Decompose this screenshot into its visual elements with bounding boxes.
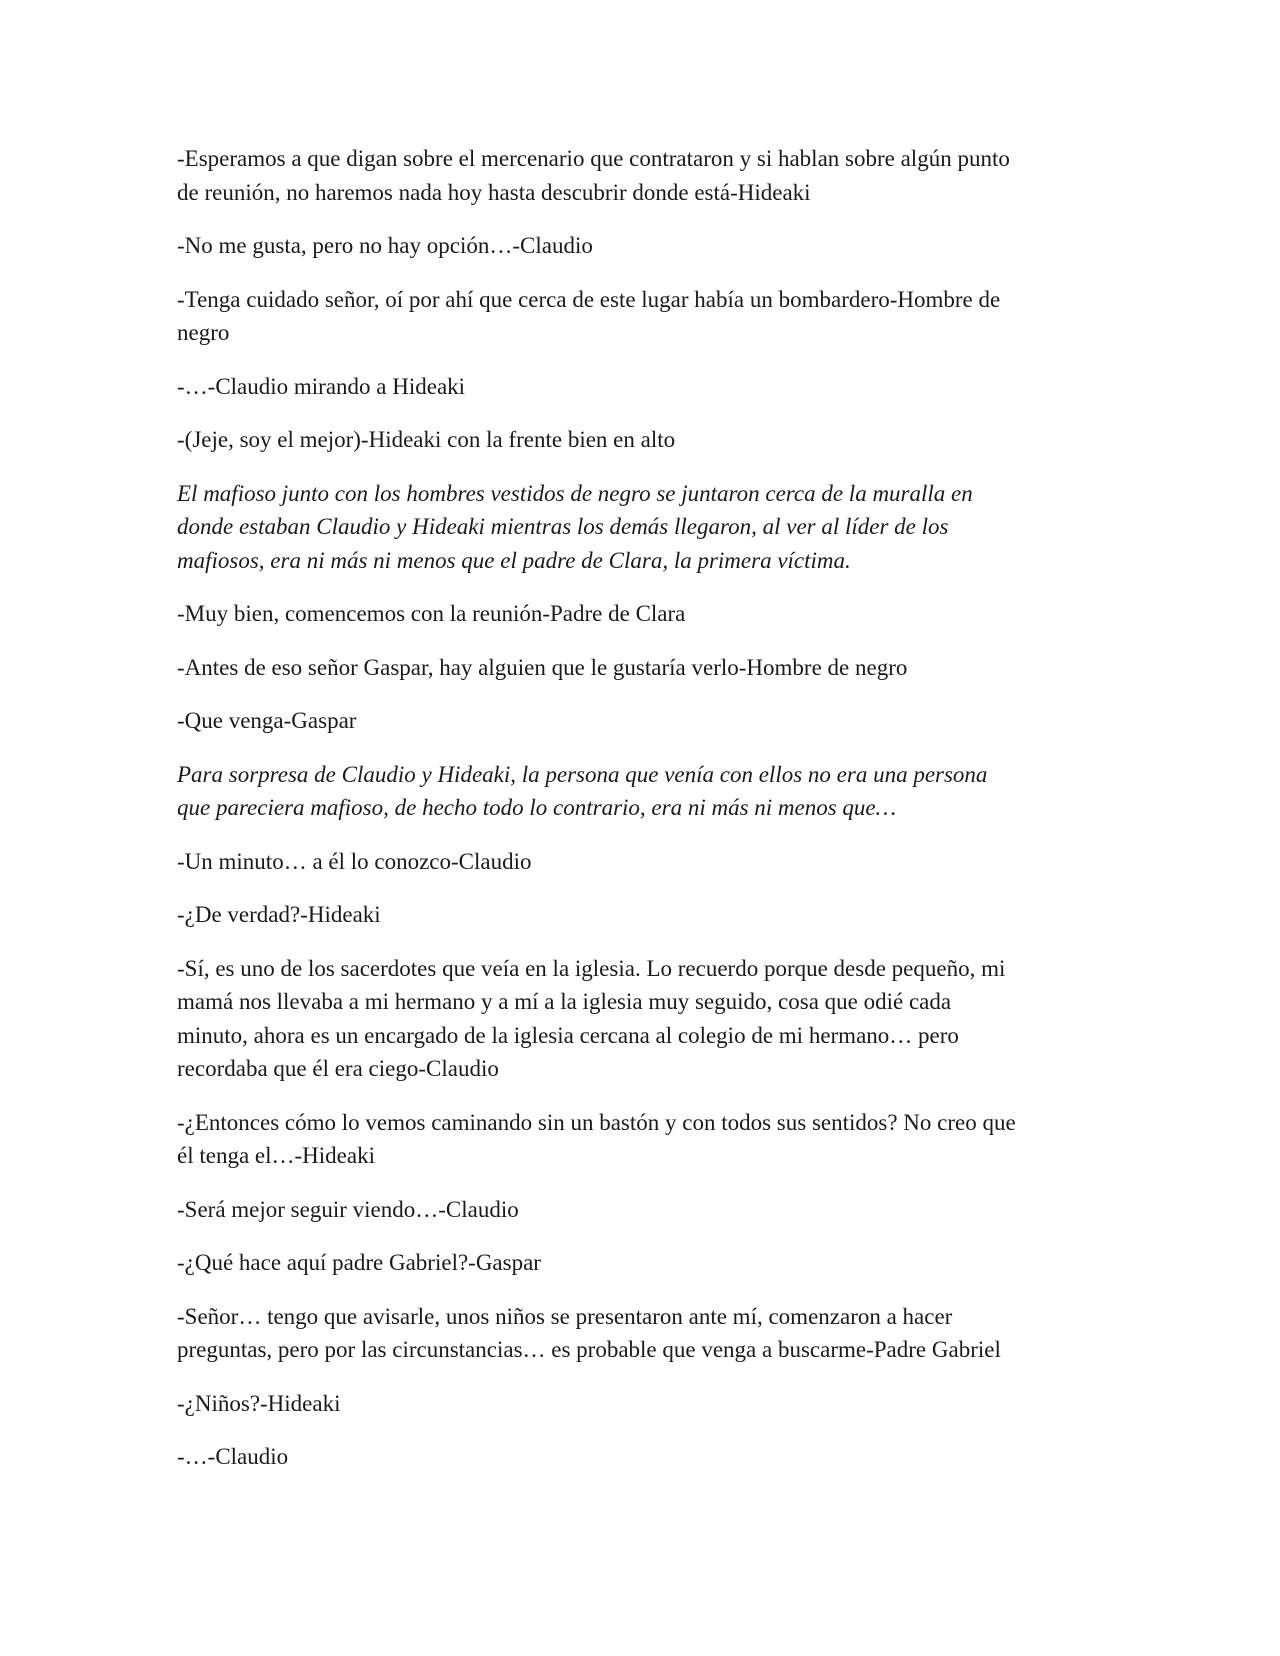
paragraph: -Sí, es uno de los sacerdotes que veía en la iglesia. Lo recuerdo porque desde pequeño, mi mamá nos llevaba a mi hermano y a mí a la iglesia muy seguido, cosa que odié cada minuto, ahora es un encargado de la iglesia cercana al colegio de mi hermano… pero recordaba que él era ciego-Claudio xyxy=(177,955,1006,1081)
paragraph: -¿Qué hace aquí padre Gabriel?-Gaspar xyxy=(177,1250,541,1275)
paragraph: -Tenga cuidado señor, oí por ahí que cerca de este lugar había un bombardero-Hombre de negro xyxy=(177,286,1001,345)
paragraph: -No me gusta, pero no hay opción…-Claudio xyxy=(177,233,593,258)
paragraph: -Antes de eso señor Gaspar, hay alguien que le gustaría verlo-Hombre de negro xyxy=(177,654,908,680)
paragraph: -¿De verdad?-Hideaki xyxy=(177,902,381,927)
paragraph: -…-Claudio xyxy=(177,1444,289,1469)
paragraph: -¿Entonces cómo lo vemos caminando sin un bastón y con todos sus sentidos? No creo que él tenga el…-Hideaki xyxy=(177,1109,1016,1168)
document-body xyxy=(177,142,1097,1494)
paragraph: -Será mejor seguir viendo…-Claudio xyxy=(177,1196,519,1222)
paragraph: -Un minuto… a él lo conozco-Claudio xyxy=(177,848,532,874)
paragraph: -…-Claudio mirando a Hideaki xyxy=(177,373,466,399)
paragraph: -¿Niños?-Hideaki xyxy=(177,1390,341,1416)
narration-paragraph: Para sorpresa de Claudio y Hideaki, la persona que venía con ellos no era una persona que pareciera mafioso, de hecho todo lo contrario, era ni más ni menos que… xyxy=(177,761,988,820)
paragraph: -Que venga-Gaspar xyxy=(177,708,357,733)
paragraph: -Muy bien, comencemos con la reunión-Padre de Clara xyxy=(177,601,686,626)
paragraph: -Esperamos a que digan sobre el mercenario que contrataron y si hablan sobre algún punto de reunión, no haremos nada hoy hasta descubrir donde está-Hideaki xyxy=(177,146,1010,205)
paragraph: -Señor… tengo que avisarle, unos niños se presentaron ante mí, comenzaron a hacer preguntas, pero por las circunstancias… es probable que venga a buscarme-Padre Gabriel xyxy=(177,1303,1001,1362)
paragraph: -(Jeje, soy el mejor)-Hideaki con la frente bien en alto xyxy=(177,427,676,452)
narration-paragraph: El mafioso junto con los hombres vestidos de negro se juntaron cerca de la muralla en donde estaban Claudio y Hideaki mientras los demás llegaron, al ver al líder de los mafiosos, era ni más ni menos que el padre de Clara, la primera víctima. xyxy=(177,480,973,573)
